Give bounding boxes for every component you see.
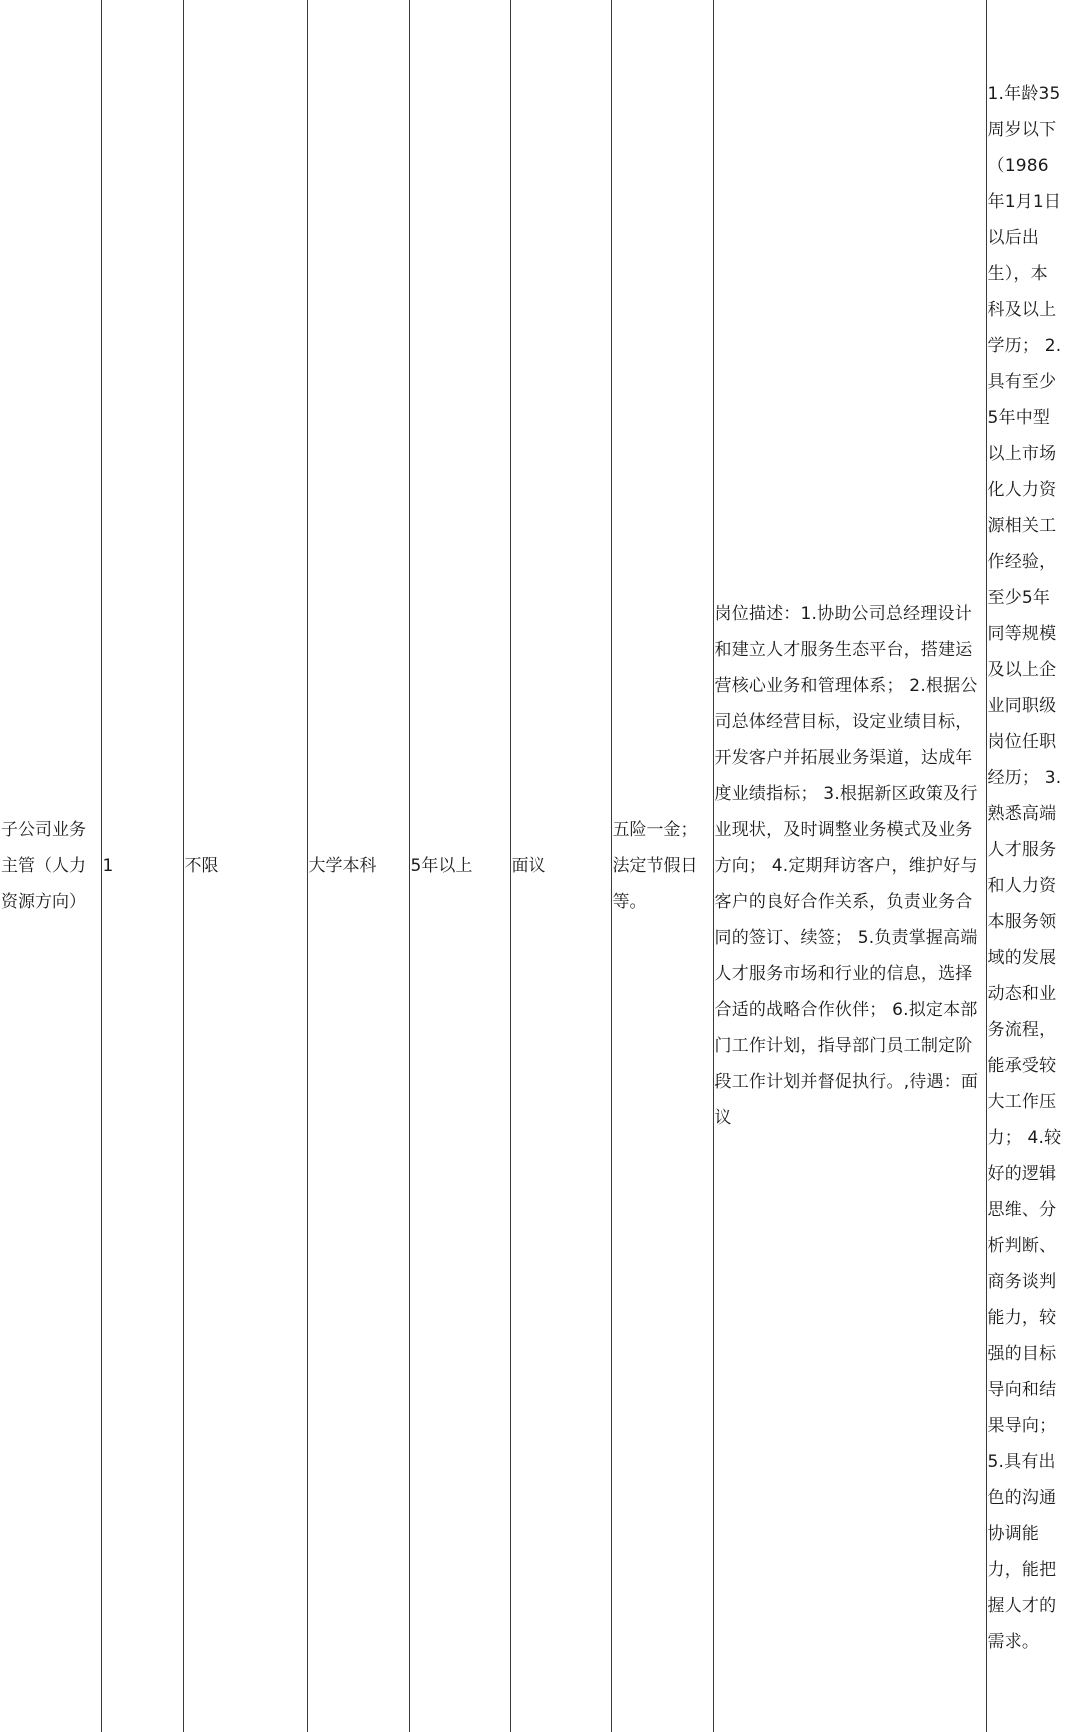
major-cell: 不限 bbox=[183, 0, 307, 1732]
description-cell: 岗位描述：1.协助公司总经理设计和建立人才服务生态平台，搭建运营核心业务和管理体系； 2.根据公司总体经营目标，设定业绩目标，开发客户并拓展业务渠道，达成年度业绩指标； 3.根据新区政策及行业现状，及时调整业务模式及业务方向； 4.定期拜访客户，维护好与客户的良好合作关系，负责业务合同的签订、续签； 5.负责掌握高端人才服务市场和行业的信息，选择合适的战略合作伙伴； 6.拟定本部门工作计划，指导部门员工制定阶段工作计划并督促执行。,待遇：面议 bbox=[713, 0, 986, 1732]
count-cell: 1 bbox=[101, 0, 183, 1732]
requirements-cell bbox=[986, 0, 1080, 1732]
salary-cell: 面议 bbox=[510, 0, 611, 1732]
experience-cell: 5年以上 bbox=[409, 0, 510, 1732]
requirements-text: 1.年龄35周岁以下（1986年1月1日以后出生），本科及以上学历； 2.具有至少5年中型以上市场化人力资源相关工作经验，至少5年同等规模及以上企业同职级岗位任职经历； 3.熟悉高端人才服务和人力资本服务领域的发展动态和业务流程，能承受较大工作压力； 4.较好的逻辑思维、分析判断、商务谈判能力，较强的目标导向和结果导向；5.具有出色的沟通协调能力，能把握人才的需求。 bbox=[987, 84, 1062, 1652]
education-cell: 大学本科 bbox=[307, 0, 409, 1732]
position-cell: 子公司业务主管（人力资源方向） bbox=[0, 0, 101, 1732]
benefits-cell: 五险一金；法定节假日等。 bbox=[611, 0, 713, 1732]
